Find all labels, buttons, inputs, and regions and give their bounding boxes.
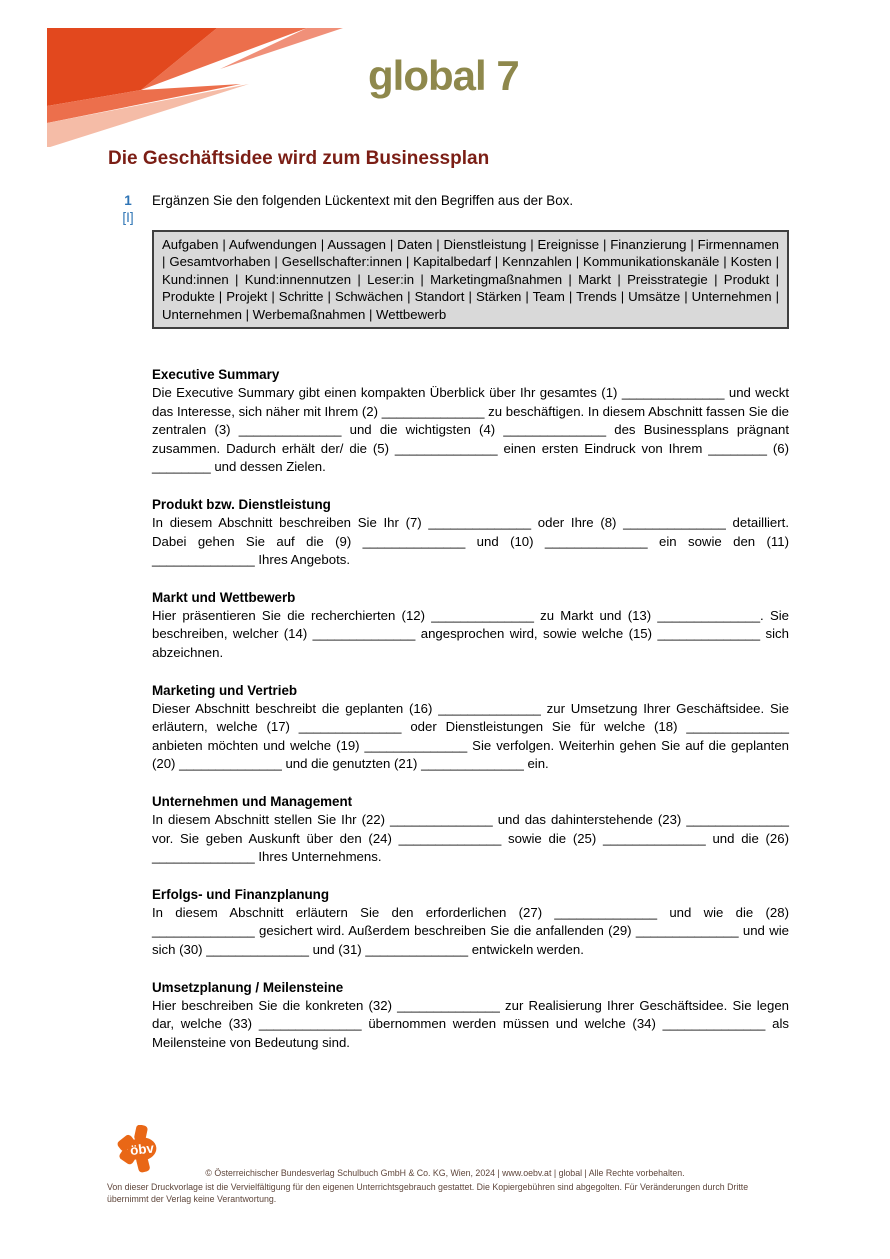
section-erfolgs-finanzplanung xyxy=(152,886,789,960)
section-unternehmen-management xyxy=(152,793,789,867)
section-executive-summary xyxy=(152,366,789,477)
section-heading: Produkt bzw. Dienstleistung xyxy=(152,497,331,512)
exercise-tag: [I] xyxy=(122,210,134,225)
section-heading: Unternehmen und Management xyxy=(152,793,353,809)
exercise-number: 1 xyxy=(124,193,132,208)
section-body: Hier präsentieren Sie die recherchierten (12) ______________ zu Markt und (13) ______________. Sie beschreiben, welcher (14) ______________ angesprochen wird, sowie welche (15) ______________ sich abzeichnen. xyxy=(152,607,789,660)
section-produkt-dienstleistung xyxy=(152,496,789,570)
content-column xyxy=(122,192,789,1071)
section-heading: Markt und Wettbewerb xyxy=(152,589,296,605)
section-heading: Executive Summary xyxy=(152,367,280,383)
section-umsetzplanung-meilensteine xyxy=(152,979,789,1053)
brand-title: global 7 xyxy=(368,52,519,99)
page-title: Die Geschäftsidee wird zum Businessplan xyxy=(108,148,490,169)
exercise-instruction: Ergänzen Sie den folgenden Lückentext mit den Begriffen aus der Box. xyxy=(152,193,574,208)
footer-copyright: © Österreichischer Bundesverlag Schulbuch GmbH & Co. KG, Wien, 2024 | www.oebv.at | global | Alle Rechte vorbehalten. xyxy=(205,1168,685,1178)
word-box: Aufgaben | Aufwendungen | Aussagen | Daten | Dienstleistung | Ereignisse | Finanzierung | Firmennamen | Gesamtvorhaben | Gesellschafter:innen | Kapitalbedarf | Kennzahlen | Kommunikationskanäle | Kosten | Kund:innen | Kund:innennutzen | Leser:in | Marketingmaßnahmen | Markt | Preisstrategie | Produkt | Produkte | Projekt | Schritte | Schwächen | Standort | Stärken | Team | Trends | Umsätze | Unternehmen | Unternehmen | Werbemaßnahmen | Wettbewerb xyxy=(152,230,789,329)
section-heading: Marketing und Vertrieb xyxy=(152,682,298,698)
sections xyxy=(152,366,789,1052)
section-body: Die Executive Summary gibt einen kompakten Überblick über Ihr gesamtes (1) ______________ und weckt das Interesse, sich näher mit Ihrem (2) ______________ zu beschäftigen. In diesem Abschnitt fassen Sie die zentralen (3) ______________ und die wichtigsten (4) ______________ des Businessplans prägnant zusammen. Dadurch erhält der/ die (5) ______________ einen ersten Eindruck von Ihrem ________ (6) ________ und dessen Zielen. xyxy=(152,385,789,475)
section-heading: Umsetzplanung / Meilensteine xyxy=(152,979,344,995)
oebv-logo-icon xyxy=(117,1125,165,1173)
oebv-logo-text: öbv xyxy=(129,1140,155,1159)
section-marketing-vertrieb xyxy=(152,682,789,774)
section-body: Hier beschreiben Sie die konkreten (32) ______________ zur Realisierung Ihrer Geschäftsidee. Sie legen dar, welche (33) ______________ übernommen werden müssen und welche (34) ______________ als Meilensteine von Bedeutung sind. xyxy=(152,997,789,1050)
footer-notice: Von dieser Druckvorlage ist die Vervielfältigung für den eigenen Unterrichtsgebrauch gestattet. Die Kopiergebühren sind abgegolten. Für Veränderungen durch Dritte übernimmt der Verlag keine Verantwortung. xyxy=(107,1182,749,1204)
section-body: In diesem Abschnitt beschreiben Sie Ihr (7) ______________ oder Ihre (8) ______________ detailliert. Dabei gehen Sie auf die (9) ______________ und (10) ______________ ein sowie den (11) ______________ Ihres Angebots. xyxy=(152,515,789,568)
section-body: Dieser Abschnitt beschreibt die geplanten (16) ______________ zur Umsetzung Ihrer Geschäftsidee. Sie erläutern, welche (17) ______________ oder Dienstleistungen Sie für welche (18) ______________ anbieten möchten und welche (19) ______________ Sie verfolgen. Weiterhin gehen Sie auf die geplanten (20) ______________ und die genutzten (21) ______________ ein. xyxy=(152,700,789,772)
exercise-marker xyxy=(112,192,144,226)
section-body: In diesem Abschnitt stellen Sie Ihr (22) ______________ und das dahinterstehende (23) ______________ vor. Sie geben Auskunft über den (24) ______________ sowie die (25) ______________ und die (26) ______________ Ihres Unternehmens. xyxy=(152,811,789,865)
corner-triangles-logo xyxy=(45,27,345,147)
section-body: In diesem Abschnitt erläutern Sie den erforderlichen (27) ______________ und wie die (28) ______________ gesichert wird. Außerdem beschreiben Sie die anfallenden (29) ______________ und wie sich (30) ______________ und (31) ______________ entwickeln werden. xyxy=(152,904,789,957)
section-heading: Erfolgs- und Finanzplanung xyxy=(152,886,330,902)
section-markt-wettbewerb xyxy=(152,589,789,663)
